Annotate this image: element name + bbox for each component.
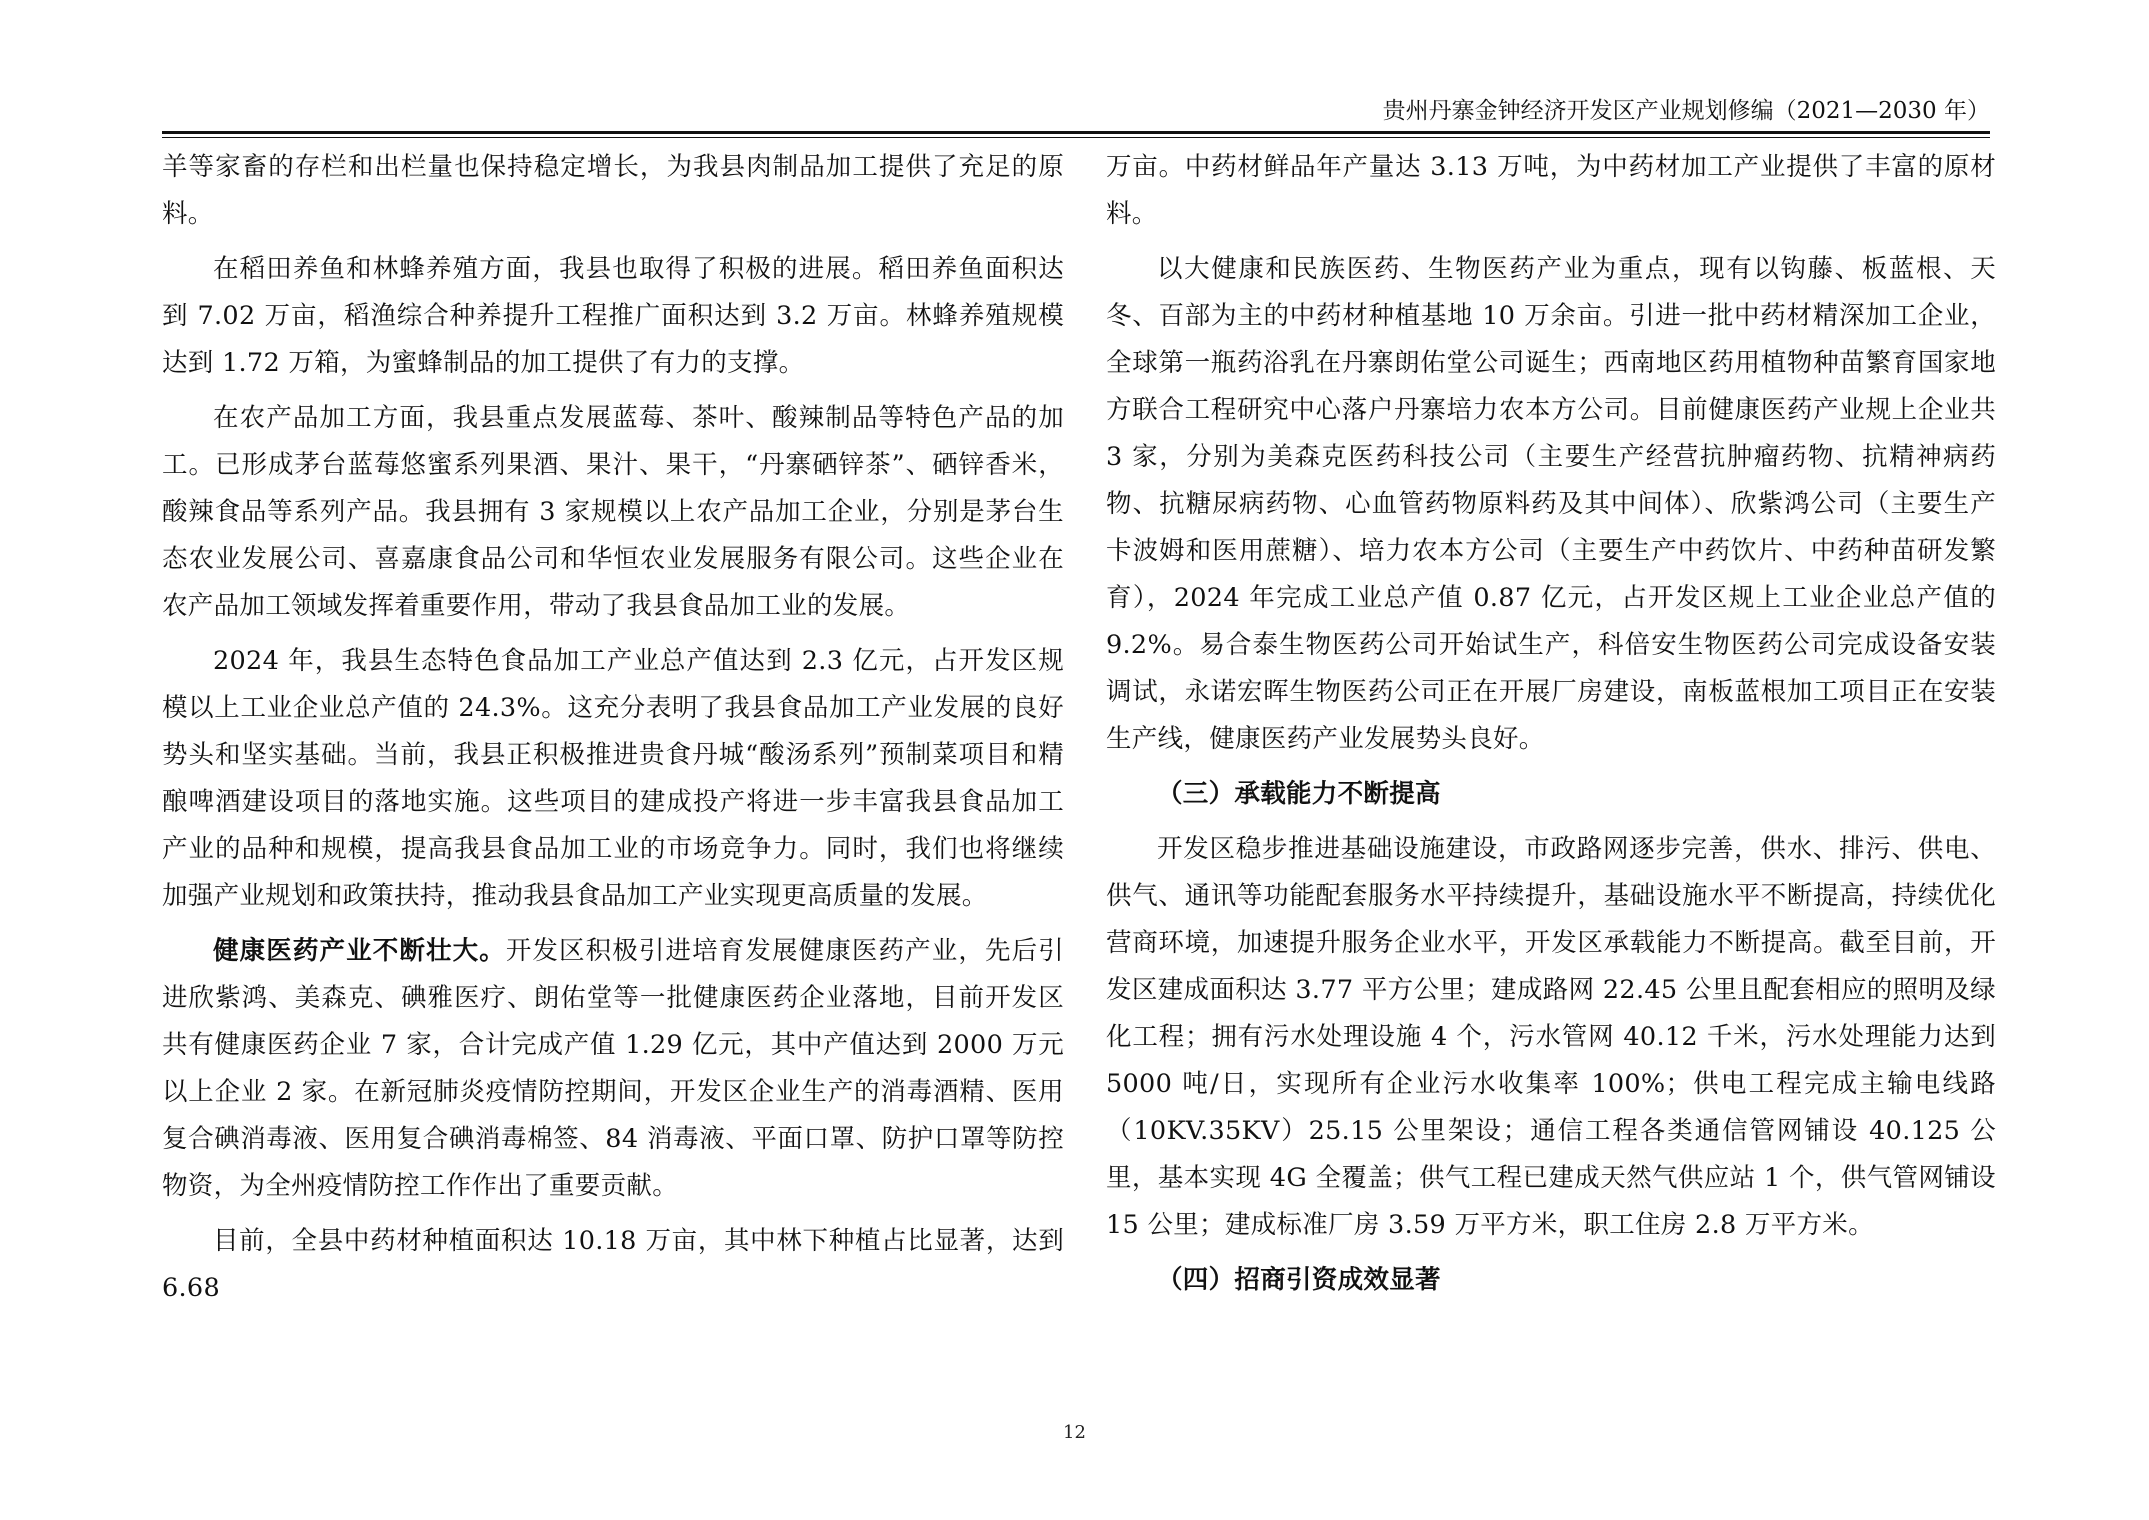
section-heading: （三）承载能力不断提高 [1157, 779, 1441, 809]
paragraph-lead: 健康医药产业不断壮大。 [213, 936, 506, 966]
page-number: 12 [1063, 1422, 1086, 1443]
right-column [1106, 144, 1996, 1312]
running-header: 贵州丹寨金钟经济开发区产业规划修编（2021—2030 年） [1382, 98, 1990, 124]
paragraph: 万亩。中药材鲜品年产量达 3.13 万吨，为中药材加工产业提供了丰富的原材料。 [1106, 152, 1996, 229]
paragraph: 开发区稳步推进基础设施建设，市政路网逐步完善，供水、排污、供电、供气、通讯等功能配套服务水平持续提升，基础设施水平不断提高，持续优化营商环境，加速提升服务企业水平，开发区承载能力不断提高。截至目前，开发区建成面积达 3.77 平方公里；建成路网 22.45 公里且配套相应的照明及绿化工程；拥有污水处理设施 4 个，污水管网 40.12 千米，污水处理能力达到 5000 吨/日，实现所有企业污水收集率 100%；供电工程完成主输电线路（10KV.35KV）25.15 公里架设；通信工程各类通信管网铺设 40.125 公里，基本实现 4G 全覆盖；供气工程已建成天然气供应站 1 个，供气管网铺设 15 公里；建成标准厂房 3.59 万平方米，职工住房 2.8 万平方米。 [1106, 834, 1996, 1240]
section-heading: （四）招商引资成效显著 [1157, 1265, 1441, 1295]
header-rule-thin [162, 137, 1990, 138]
left-column [162, 144, 1064, 1320]
paragraph: 羊等家畜的存栏和出栏量也保持稳定增长，为我县肉制品加工提供了充足的原料。 [162, 152, 1064, 229]
paragraph [162, 928, 1064, 1210]
paragraph: 2024 年，我县生态特色食品加工产业总产值达到 2.3 亿元，占开发区规模以上工业企业总产值的 24.3%。这充分表明了我县食品加工产业发展的良好势头和坚实基础。当前，我县正积极推进贵食丹城“酸汤系列”预制菜项目和精酿啤酒建设项目的落地实施。这些项目的建成投产将进一步丰富我县食品加工产业的品种和规模，提高我县食品加工业的市场竞争力。同时，我们也将继续加强产业规划和政策扶持，推动我县食品加工产业实现更高质量的发展。 [162, 646, 1064, 911]
paragraph: 在农产品加工方面，我县重点发展蓝莓、茶叶、酸辣制品等特色产品的加工。已形成茅台蓝莓悠蜜系列果酒、果汁、果干，“丹寨硒锌茶”、硒锌香米，酸辣食品等系列产品。我县拥有 3 家规模以上农产品加工企业，分别是茅台生态农业发展公司、喜嘉康食品公司和华恒农业发展服务有限公司。这些企业在农产品加工领域发挥着重要作用，带动了我县食品加工业的发展。 [162, 403, 1064, 621]
paragraph: 目前，全县中药材种植面积达 10.18 万亩，其中林下种植占比显著，达到 6.68 [162, 1226, 1064, 1303]
paragraph: 以大健康和民族医药、生物医药产业为重点，现有以钩藤、板蓝根、天冬、百部为主的中药材种植基地 10 万余亩。引进一批中药材精深加工企业，全球第一瓶药浴乳在丹寨朗佑堂公司诞生；西南地区药用植物种苗繁育国家地方联合工程研究中心落户丹寨培力农本方公司。目前健康医药产业规上企业共 3 家，分别为美森克医药科技公司（主要生产经营抗肿瘤药物、抗精神病药物、抗糖尿病药物、心血管药物原料药及其中间体）、欣紫鸿公司（主要生产卡波姆和医用蔗糖）、培力农本方公司（主要生产中药饮片、中药种苗研发繁育），2024 年完成工业总产值 0.87 亿元，占开发区规上工业企业总产值的 9.2%。易合泰生物医药公司开始试生产，科倍安生物医药公司完成设备安装调试，永诺宏晖生物医药公司正在开展厂房建设，南板蓝根加工项目正在安装生产线，健康医药产业发展势头良好。 [1106, 254, 1996, 754]
header-rule-thick [162, 131, 1990, 134]
paragraph-body: 开发区积极引进培育发展健康医药产业，先后引进欣紫鸿、美森克、碘雅医疗、朗佑堂等一批健康医药企业落地，目前开发区共有健康医药企业 7 家，合计完成产值 1.29 亿元，其中产值达到 2000 万元以上企业 2 家。在新冠肺炎疫情防控期间，开发区企业生产的消毒酒精、医用复合碘消毒液、医用复合碘消毒棉签、84 消毒液、平面口罩、防护口罩等防控物资，为全州疫情防控工作作出了重要贡献。 [162, 936, 1064, 1201]
paragraph: 在稻田养鱼和林蜂养殖方面，我县也取得了积极的进展。稻田养鱼面积达到 7.02 万亩，稻渔综合种养提升工程推广面积达到 3.2 万亩。林蜂养殖规模达到 1.72 万箱，为蜜蜂制品的加工提供了有力的支撑。 [162, 254, 1064, 378]
